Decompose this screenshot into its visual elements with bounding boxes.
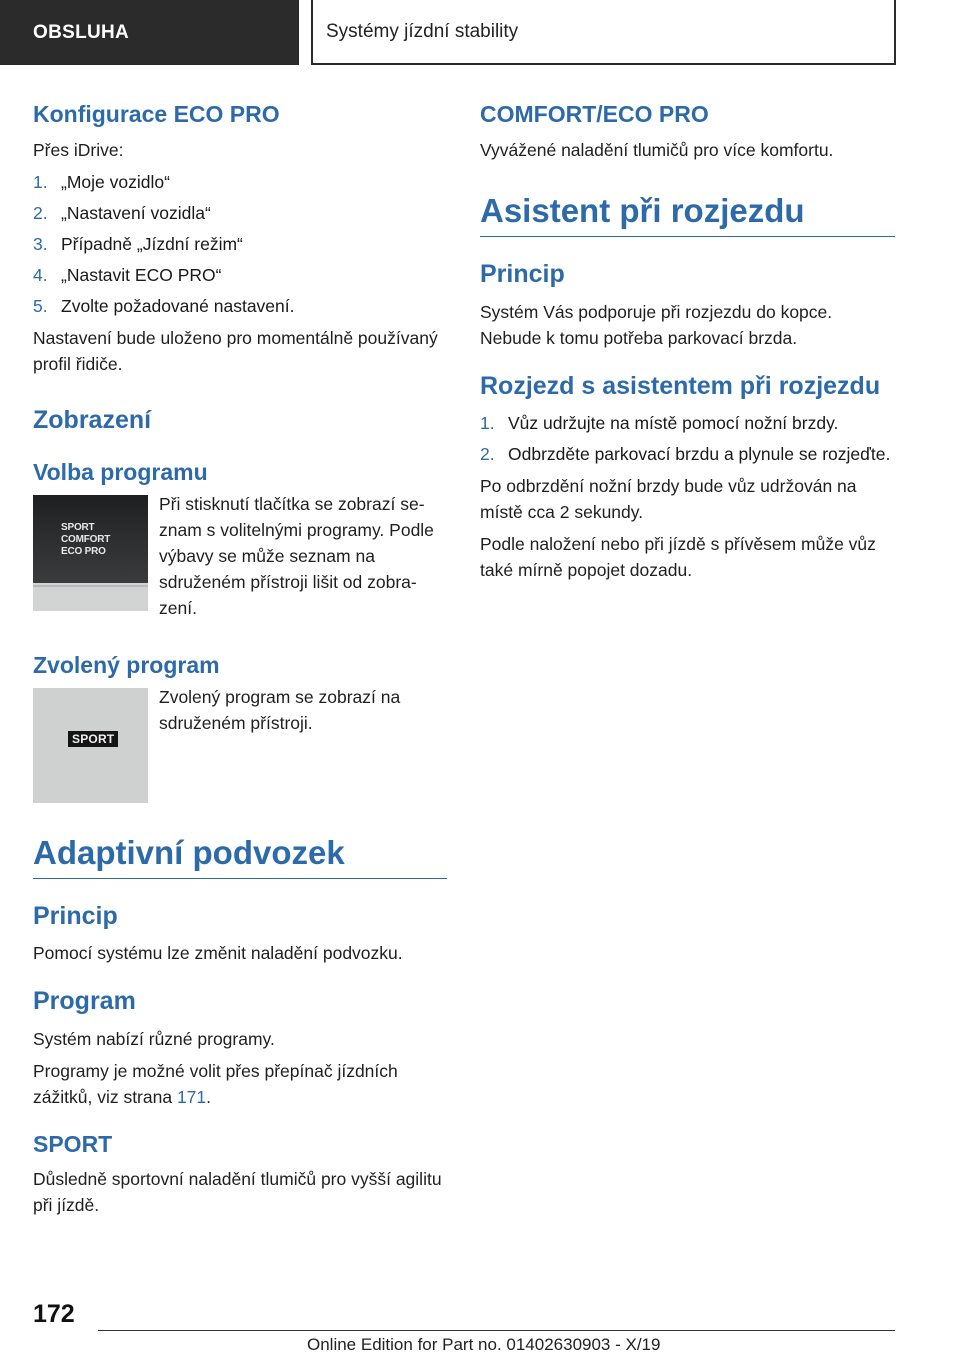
program-menu-image: [33, 495, 148, 611]
step-text: Zvolte požadované nastavení.: [61, 295, 295, 316]
step-text: Případně „Jízdní režim“: [61, 233, 243, 254]
footer-divider: [98, 1330, 895, 1331]
step-number: 5.: [33, 295, 48, 316]
program-text-2-end: .: [206, 1086, 212, 1107]
display-heading: Zobrazení: [33, 405, 152, 434]
step-text: Vůz udržujte na místě pomocí nožní brzdy.: [508, 412, 839, 433]
section-label: OBSLUHA: [33, 21, 130, 43]
menu-item-comfort: COMFORT: [61, 533, 111, 545]
step-text: „Moje vozidlo“: [61, 171, 170, 192]
comfort-eco-heading: COMFORT/ECO PRO: [480, 101, 709, 127]
list-item: [480, 410, 895, 436]
program-text-1: Systém nabízí různé programy.: [33, 1028, 275, 1049]
sport-badge: SPORT: [68, 731, 118, 747]
selected-program-text: Zvolený program se zobrazí na sdruženém přístroji.: [159, 686, 401, 733]
release-brake-note: Po odbrzdění nožní brzdy bude vůz udržován na místě cca 2 sekundy.: [480, 475, 857, 522]
page-number: 172: [33, 1300, 75, 1328]
start-steps-list: [480, 410, 895, 467]
section-tab: [0, 0, 299, 65]
adaptive-principle-text: Pomocí systému lze změnit naladění podvozku.: [33, 943, 403, 964]
step-text: Odbrzděte parkovací brzdu a plynule se rozjeďte.: [508, 443, 891, 464]
list-item: [480, 441, 895, 467]
sport-heading: SPORT: [33, 1130, 113, 1157]
step-text: „Nastavení vozidla“: [61, 202, 211, 223]
selected-program-heading: Zvolený program: [33, 651, 220, 678]
program-select-figure-row: [33, 495, 447, 621]
list-item: [33, 231, 447, 257]
page-reference-link[interactable]: 171: [176, 1086, 207, 1107]
program-text-2: [33, 1058, 447, 1110]
eco-steps-list: [33, 169, 447, 319]
start-assist-principle-text: Systém Vás podporuje při rozjezdu do kopce. Nebude k tomu potřeba parkovací brzda.: [480, 301, 833, 348]
selected-program-image: [33, 688, 148, 803]
program-select-heading: Volba programu: [33, 459, 208, 485]
adaptive-principle-heading: Princip: [33, 902, 118, 931]
eco-note: Nastavení bude uloženo pro momentálně používaný profil řidiče.: [33, 327, 438, 374]
step-number: 3.: [33, 233, 48, 254]
step-number: 1.: [33, 171, 48, 192]
program-text-2-body: Programy je možné volit přes přepínač jízdních zážitků, viz strana: [33, 1060, 398, 1107]
adaptive-suspension-heading: Adaptivní podvozek: [33, 833, 447, 880]
left-column: [33, 100, 447, 1224]
selected-program-figure-row: [33, 688, 447, 803]
edition-footer: Online Edition for Part no. 01402630903 - X/19: [307, 1335, 661, 1354]
chapter-label: Systémy jízdní stability: [326, 20, 519, 42]
start-with-assist-heading: Rozjezd s asistentem při rozjezdu: [480, 371, 881, 400]
right-column: [480, 100, 895, 589]
program-select-text: Při stisknutí tlačítka se zobrazí seznam s volitelnými programy. Podle výbavy se může seznam na sdruženém přístroji lišit od zobrazení.: [159, 493, 434, 618]
step-text: „Nastavit ECO PRO“: [61, 264, 222, 285]
menu-item-eco-pro: ECO PRO: [61, 545, 106, 557]
step-number: 2.: [480, 443, 495, 464]
step-number: 2.: [33, 202, 48, 223]
start-assist-heading: Asistent při rozjezdu: [480, 191, 895, 238]
comfort-eco-text: Vyvážené naladění tlumičů pro více komfortu.: [480, 139, 834, 160]
eco-intro: Přes iDrive:: [33, 139, 124, 160]
list-item: [33, 293, 447, 319]
eco-config-heading: Konfigurace ECO PRO: [33, 101, 280, 127]
program-heading: Program: [33, 987, 136, 1016]
load-trailer-note: Podle naložení nebo při jízdě s přívěsem může vůz také mírně popojet dozadu.: [480, 533, 876, 580]
start-assist-principle-heading: Princip: [480, 260, 565, 289]
chapter-tab: [311, 0, 896, 65]
step-number: 1.: [480, 412, 495, 433]
menu-item-sport: SPORT: [61, 521, 95, 533]
list-item: [33, 169, 447, 195]
sport-text: Důsledně sportovní naladění tlumičů pro vyšší agilitu při jízdě.: [33, 1169, 442, 1216]
list-item: [33, 262, 447, 288]
list-item: [33, 200, 447, 226]
step-number: 4.: [33, 264, 48, 285]
